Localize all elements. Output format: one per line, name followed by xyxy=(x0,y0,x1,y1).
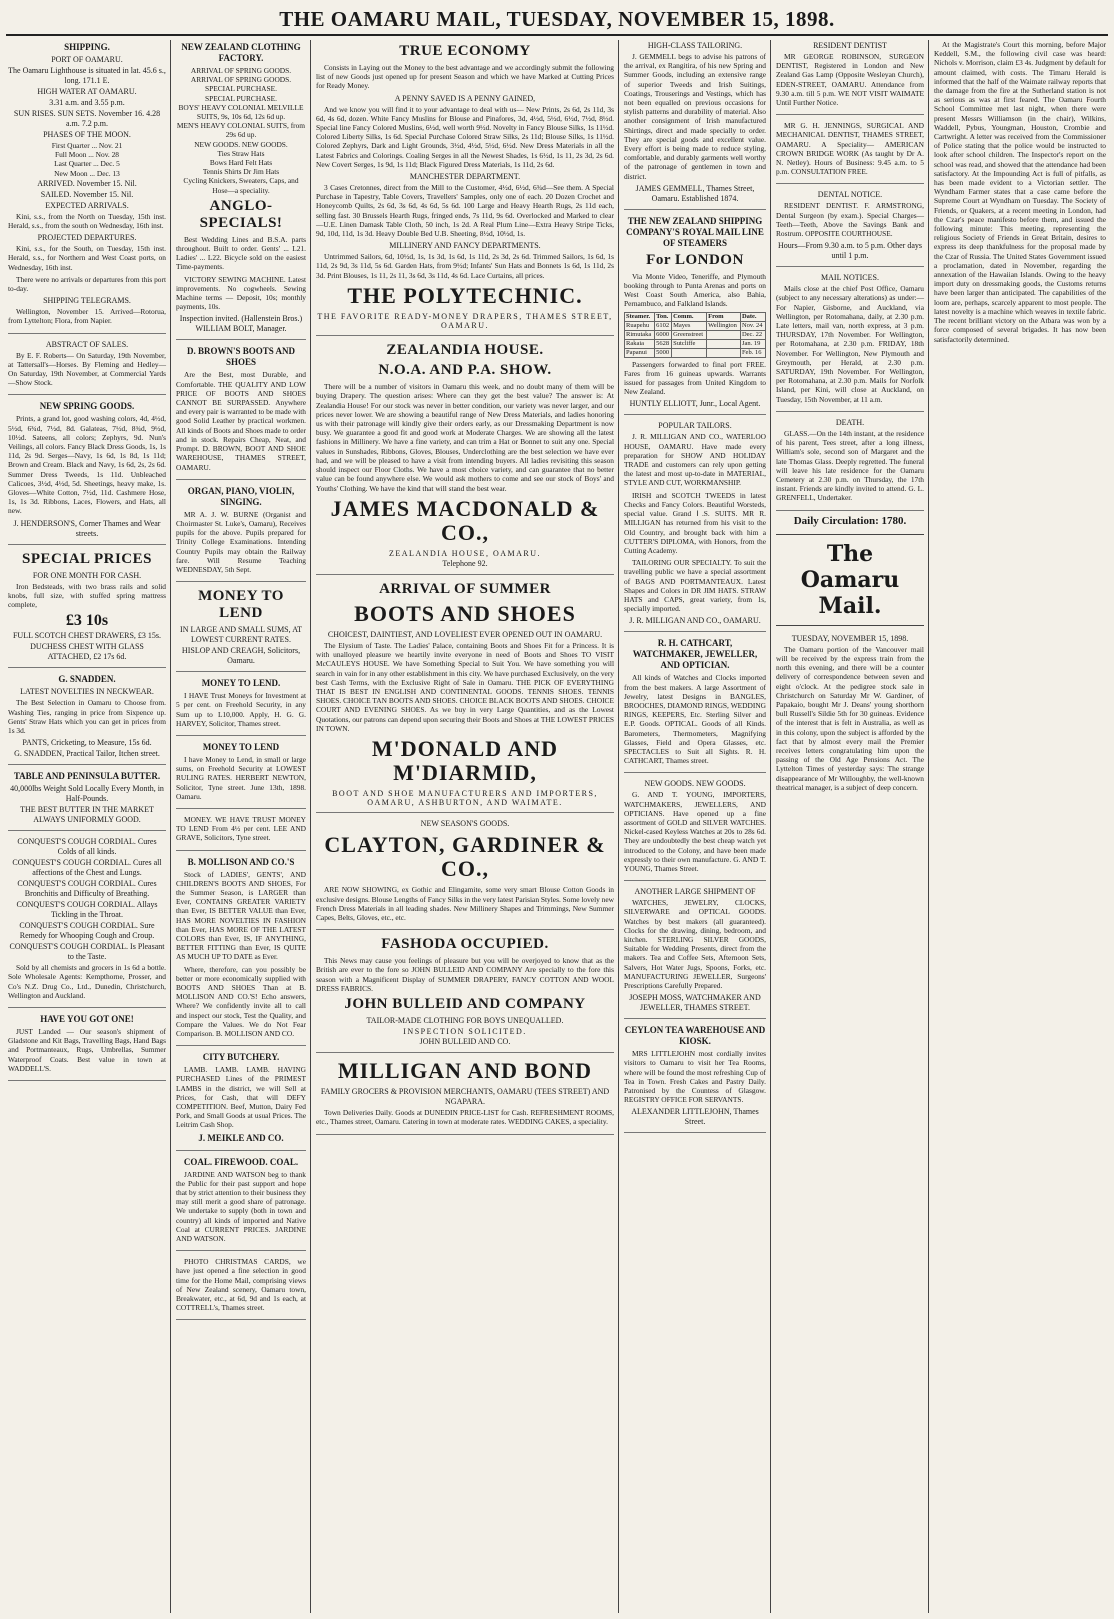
true-economy-text: Consists in Laying out the Money to the best advantage and we accordingly submit the following list of new Goods just opened up for present Season and which we have Marked at Cutting Prices for Ready Money. xyxy=(316,63,614,91)
column-header: Comm. xyxy=(672,312,707,321)
best-butter-text: THE BEST BUTTER IN THE MARKET ALWAYS UNIFORMLY GOOD. xyxy=(20,805,154,825)
show-text: There will be a number of visitors in Oamaru this week, and no doubt many of them will be buying Drapery. The question arises: Where can they get the best value? The answer is: At Zealandia House! For our stock was never in better condition, our variety was never larger, and our prices never lower. We are showing a beautiful range of New Dress Materials, and ladies honoring us with their patronage will kindly give their orders early, as our Dressmaking Department is now busy. We guarantee a good fit and good work at Moderate Charges. We are showing all the latest fashions in Millinery. We have a fine variety, and can trim a Hat or Bonnet to suit any one. Special values in Sunshades, Ribbons, Gloves, Blouses, Underclothing are the best selection we have ever had, and we will be pleased to have a visit from intending buyers. All ladies revisiting this season should inspect our Floor Cloths. We have a most choice variety, and can guarantee that no better value can be found anywhere else. We would ask mothers to come and see our stock of Boys' and Youths' Clothing. We have the kind that will stand the best wear. xyxy=(316,382,614,493)
telephone-text: Telephone 92. xyxy=(442,558,488,568)
dentist-text: MR GEORGE ROBINSON, SURGEON DENTIST, Registered in London and New Zealand Gas Lamp (Opposite Wesleyan Church), EDEN-STREET, OAMARU. Attendance from 9.30 a.m. till 5 p.m. WE NOT VISIT WAIMATE Until Further Notice. xyxy=(776,52,924,108)
column-2 xyxy=(172,40,310,1613)
money2-text: I HAVE Trust Moneys for Investment at 5 per cent. on Freehold Security, in any Sum up to L10,000. Apply, H. G. G. HARVEY, Solicitor, Thames street. xyxy=(176,691,306,728)
table-cell: Rakaia xyxy=(625,339,655,348)
column-rule xyxy=(618,40,619,1613)
clayton-ad xyxy=(316,819,614,930)
table-cell: 5628 xyxy=(655,339,672,348)
table-cell xyxy=(707,330,741,339)
sun-times: SUN RISES. SUN SETS. November 16. 4.28 a.m. 7.2 p.m. xyxy=(13,109,161,128)
cordial-line: CONQUEST'S COUGH CORDIAL. Cures Bronchitis and Difficulty of Breathing. xyxy=(17,879,157,899)
just-landed-text: JUST Landed — Our season's shipment of Gladstone and Kit Bags, Travelling Bags, Hand Bags and Portmanteaux, Rugs, Umbrellas, Summer Waterproof Coats. Best value in town at WADDELL'S. xyxy=(8,1026,166,1073)
ad-line: ARRIVAL OF SPRING GOODS. xyxy=(190,66,292,75)
gemmell-ad xyxy=(624,41,766,210)
ad-line: Tennis Shirts Dr Jim Hats xyxy=(202,167,280,177)
butter-ad xyxy=(8,771,166,831)
column-rule xyxy=(310,40,311,1613)
true-economy-heading: TRUE ECONOMY xyxy=(399,43,531,59)
ad-line: Cycling Knickers, Sweaters, Caps, and Hose—a speciality. xyxy=(183,176,299,195)
table-cell: Greenstreet xyxy=(672,330,707,339)
manchester-heading: MANCHESTER DEPARTMENT. xyxy=(409,172,521,182)
table-cell xyxy=(707,339,741,348)
column-rule xyxy=(770,40,771,1613)
shipping-heading: SHIPPING. xyxy=(64,42,110,52)
photo-cards-ad xyxy=(176,1257,306,1320)
true-economy-ad xyxy=(316,43,614,336)
nz-shipping-sub: For LONDON xyxy=(646,251,744,268)
clayton-heading: CLAYTON, GARDINER & CO., xyxy=(324,832,606,882)
anglo-specials-heading: ANGLO-SPECIALS! xyxy=(199,197,283,231)
ad-line: Bows Hard Felt Hats xyxy=(209,158,273,168)
anglo-specials-text: Best Wedding Lines and B.S.A. parts throughout. Built to order. Gents' ... L21. Ladies' ... L22. Bicycle sold on the easiest Time-payments. xyxy=(176,234,306,272)
polytechnic-sub: THE FAVORITE READY-MONEY DRAPERS, THAMES STREET, OAMARU. xyxy=(317,311,613,331)
expected-arrivals-heading: EXPECTED ARRIVALS. xyxy=(45,200,129,210)
news-text: At the Magistrate's Court this morning, before Major Keddell, S.M., the following civil case was heard: Nichols v. Morrison, claim £3 4s. Judgment by default for amount claimed, with costs. The Timaru Herald is informed that the half of the Waimate railway reports that the damage from the fire at the Sutherland station is not as serious as was at first feared. The Oamaru Fourth School Committee met last night, when there were present Messrs Williamson (in the chair), Wilkins, Waddell, Pybus, Youngman, Houston, Crombie and Cartwright. A letter was received from the Commissioner of Police stating that the police would be instructed to look after school children. The Inspector's report on the school was read, and showed that the attendance had been satisfactory. At the Impounding Act is full of pitfalls, as has been made evident to a Victorian settler. The Wyndham Farmer states that a case came before the Supreme Court at Wyndham on Tuesday. The Society of Friends, or Quakers, at a recent meeting in London, had the Czar's peace manifesto before them, and issued the following minute: This meeting, representing the religious Society of Friends in Great Britain, desires to express its deep thankfulness for the proposal made by the Czar of Russia. The United States Government issued a proclamation, dated in November, regarding the annexation of the Hawaiian Islands. Owing to the heavy import duty on dressmaking goods, the Customs returns have been larger than anticipated. The capabilities of the loom are, perhaps, scarcely apparent to most people. The latest novelty is a machine which weaves in textile fabric. The recent brilliant victory on the Atbara was won by a force composed of several brigades. It has now been satisfactorily determined. xyxy=(934,40,1106,344)
lighthouse-text: The Oamaru Lighthouse is situated in lat. 45.6 s., long. 171.1 E. xyxy=(8,66,166,85)
money-ad-4 xyxy=(176,815,306,851)
another-text: WATCHES, JEWELRY, CLOCKS, SILVERWARE and OPTICAL GOODS. Watches by best makers (all guaranteed). Clocks for the drawing, dining, bedroom, and kitchen. STERLING SILVER GOODS, Suitable for Wedding Presents, direct from the makers. Tea and Coffee Sets, Afternoon Sets, Salvers, Hot Water Jugs, Spoons, Forks, etc. MANUFACTURING JEWELLER, Surgeons' Prescriptions Carefully Prepared. xyxy=(624,898,766,991)
ad-line: BOYS' HEAVY COLONIAL MELVILLE SUITS, 9s, 10s 6d, 12s 6d up. xyxy=(178,102,304,122)
column-3 xyxy=(312,40,618,1613)
dental-hours: Hours—From 9.30 a.m. to 5 p.m. Other days until 1 p.m. xyxy=(778,241,922,261)
young-ad xyxy=(624,779,766,881)
boots-text: The Elysium of Taste. The Ladies' Palace, containing Boots and Shoes Fit for a Princess. It is with unalloyed pleasure we heartily invite everyone in need of Boots and Shoes TO VISIT McCAULEYS HOUSE. We have Something Special to Suit You. We have something you will search in vain for in any other establishment in this city. We have purchased Exclusively, on the very best Cash Terms, with the Exclusive Right of Sale in Oamaru. THE PICK OF EVERYTHING THAT IS BEST IN ENGLISH AND CONTINENTAL GOODS. TENNIS SHOES. TENNIS SHOES. CHOICE TAN BOOTS AND SHOES. CHOICE BLACK BOOTS AND SHOES. CHOICE COURT AND EVENING SHOES. As we buy in very Large Quantities, and as the Lowest Quotations, our patrons can depend upon securing their Boots and Shoes at THE LOWEST PRICES IN TOWN. xyxy=(316,640,614,733)
ad-line: MEN'S HEAVY COLONIAL SUITS, from 29s 6d up. xyxy=(176,121,306,140)
fashoda-heading: FASHODA OCCUPIED. xyxy=(381,936,549,953)
cordial-agents: Sold by all chemists and grocers in 1s 6d a bottle. Sole Wholesale Agents: Kempthorne, Prosser, and Co's N.Z. Drug Co., Ltd., Dunedin, Christchurch, Wellington and Auckland. xyxy=(8,963,166,1000)
moon-phase: Full Moon ... Nov. 28 xyxy=(55,150,119,160)
cordial-line: CONQUEST'S COUGH CORDIAL. Cures Colds of all kinds. xyxy=(17,837,157,857)
brown-heading: D. BROWN'S BOOTS AND SHOES xyxy=(186,346,296,368)
cordial-line: CONQUEST'S COUGH CORDIAL. Cures all affections of the Chest and Lungs. xyxy=(12,858,162,878)
column-1 xyxy=(4,40,170,1613)
cathcart-text: All kinds of Watches and Clocks imported from the best makers. A large Assortment of Jewelry, latest Designs in BANGLES, BROOCHES, DIAMOND RINGS, WEDDING RINGS, KEEPERS, Etc. Sterling Silver and E.P. Goods. OPTICAL. Goods of all Kinds. Barometers, Thermometers, Magnifying Glasses, Field and Opera Glasses, etc. SPECTACLES to Suit all Sights. R. H. CATHCART, Thames street. xyxy=(624,673,766,766)
macdonald-heading: JAMES MACDONALD & CO., xyxy=(330,495,600,545)
millinery-text: Untrimmed Sailors, 6d, 10½d, 1s, 1s 3d, 1s 6d, 1s 11d, 2s 3d, 2s 6d. Trimmed Sailors, 1s 6d, 1s 11d, 2s 9d, 3s 11d, 5s 6d. Garden Hats, from 9½d; Infants' Sun Hats and Bonnets 1s 6d, 1s 11d, 2s 3d. Print Blouses, 1s 11, 2s 11, 3s 6d, 3s 11d, 4s 6d. Lace Curtains, all prices. xyxy=(316,252,614,280)
ad-line: SPECIAL PURCHASE. xyxy=(204,93,277,103)
brown-text: Are the Best, most Durable, and Comfortable. THE QUALITY AND LOW PRICE OF BOOTS AND SHOES CANNOT BE SURPASSED. Anywhere and every pair is warranted to be made with good Solid Leather by practical workmen. All kinds of Boots and Shoes made to order and in stock. Repairs Cheap, Neat, and Prompt. D. BROWN, BOOT AND SHOE WAREHOUSE, THAMES STREET, OAMARU. xyxy=(176,370,306,472)
telegrams-text: Wellington, November 15. Arrived—Rotorua, from Lyttelton; Flora, from Napier. xyxy=(8,307,166,326)
snadden-signature: G. SNADDEN, Practical Tailor, Itchen street. xyxy=(14,749,160,759)
special-prices-ad xyxy=(8,551,166,669)
column-header: Steamer. xyxy=(625,312,655,321)
fashoda-text: This News may cause you feelings of pleasure but you will be overjoyed to know that as the British are ever to the fore so JOHN BULLEID AND COMPANY Are specially to the fore this season with a Magnificent Display of SUMMER DRAPERY, FANCY COTTON AND WOOL DRESS FABRICS. xyxy=(316,956,614,993)
meikle-signature: J. MEIKLE AND CO. xyxy=(198,1132,284,1143)
show-heading: N.O.A. AND P.A. SHOW. xyxy=(378,362,552,379)
special-prices-sub: FOR ONE MONTH FOR CASH. xyxy=(32,570,142,580)
coal-ad xyxy=(176,1157,306,1252)
spring-goods-text: Prints, a grand lot, good washing colors, 4d, 4½d, 5½d, 6¾d, 7½d, 8d. Galateas, 7½d, 8¾d, 9½d, 10½d. Sateens, all colors; Zephyrs, 9d. Nun's Veilings, all colors. Fancy Black Dress Goods, 1s, 1s 11d, 2s 9d. Serges—Navy, 1s 6d, 1s 8d, 1s 11d; Brown and Cream. Black and Navy, 1s 6d, 2s, 2s 6d. Summer Dress Tweeds, 1s 11d. Unbleached Calicoes, 3½d, 4½d, 5d. Sheetings, heavy make, 1s. Gloves—White Cotton, 7½d, 11d. Cashmere Hose, 1s, 1s 3d. Ribbons, Laces, Flowers, and Hats, all new. xyxy=(8,414,166,516)
no-arrivals-text: There were no arrivals or departures from this port to-day. xyxy=(8,274,166,294)
milligan-bond-ad xyxy=(316,1059,614,1134)
ad-line: Ties Straw Hats xyxy=(217,148,265,158)
circulation-text: Daily Circulation: 1780. xyxy=(793,514,907,527)
have-you-heading: HAVE YOU GOT ONE! xyxy=(40,1013,134,1024)
bulleid-heading: JOHN BULLEID AND COMPANY xyxy=(344,995,586,1012)
table-cell: Feb. 16 xyxy=(740,348,765,357)
duchess-price: DUCHESS CHEST WITH GLASS ATTACHED, £2 17s 6d. xyxy=(30,642,144,662)
ceylon-heading: CEYLON TEA WAREHOUSE AND KIOSK. xyxy=(624,1025,766,1047)
nz-shipping-ad xyxy=(624,216,766,416)
table-row xyxy=(625,321,766,330)
robinson-ad xyxy=(776,41,924,115)
boots-heading: BOOTS AND SHOES xyxy=(354,600,576,626)
table-cell: Nov. 24 xyxy=(740,321,765,330)
young-text: G. AND T. YOUNG, IMPORTERS, WATCHMAKERS, JEWELLERS, AND OPTICIANS. Have opened up a fine assortment of GOLD and SILVER WATCHES. Nickel-cased Keyless Watches at 20s to 28s 6d. They are undoubtedly the best cheap watch yet introduced to the Colony, and have been made expressly to their own manufacture. G. AND T. YOUNG, Thames Street. xyxy=(624,790,766,873)
table-cell: Mayes xyxy=(672,321,707,330)
inspection-invited: Inspection invited. (Hallenstein Bros.) WILLIAM BOLT, Manager. xyxy=(179,314,303,334)
mail-text: Mails close at the chief Post Office, Oamaru (subject to any necessary alterations) as under:— For Napier, Gisborne, and Auckland, via Wellington, per Rotomahana, daily, at 2.30 p.m. Late letters, mail van, north express, at 3 p.m. THURSDAY, 17th November. For Wellington, per Rotomahana, at 2.30 p.m. FRIDAY, 18th November. For Wellington, New Plymouth and Greymouth, per Herald, at 2.30 p.m. SATURDAY, 19th November. For Wellington, per Rotomahana, at 2.30 p.m. Mails for Norfolk Island, per Kini, will close at Auckland, on Tuesday, 15th November, at 11 a.m. xyxy=(776,284,924,404)
cordial-line: CONQUEST'S COUGH CORDIAL. Allays Tickling in the Throat. xyxy=(16,900,158,920)
table-cell xyxy=(672,348,707,357)
organ-heading: ORGAN, PIANO, VIOLIN, SINGING. xyxy=(187,485,295,507)
cordial-ad xyxy=(8,837,166,1008)
mail-heading: MAIL NOTICES. xyxy=(821,273,879,283)
popular-text: J. R. MILLIGAN AND CO., WATERLOO HOUSE, OAMARU. Have made every preparation for SHOW AND HOLIDAY TRADE and customers can rely upon getting the latest and most up-to-date in MATERIAL, STYLE AND CUT, WORKMANSHIP. xyxy=(624,432,766,488)
table-row xyxy=(625,330,766,339)
death-text: GLASS.—On the 14th instant, at the residence of his parent, Tees street, after a long illness, William's sole, second son of Margaret and the late Thomas Glass. Deeply regretted. The funeral will leave his late residence for the Oamaru Cemetery at 2.30 p.m. on Thursday, the 17th instant. Friends are kindly invited to attend. G. L. GRENFELL, Undertaker. xyxy=(776,428,924,503)
gemmell-signature: JAMES GEMMELL, Thames Street, Oamaru. Established 1874. xyxy=(635,183,755,203)
port-heading: PORT OF OAMARU. xyxy=(51,55,123,64)
zealandia-heading: ZEALANDIA HOUSE. xyxy=(386,342,544,359)
sales-heading: ABSTRACT OF SALES. xyxy=(45,339,129,349)
popular-tailors-ad xyxy=(624,421,766,632)
coal-heading: COAL. FIREWOOD. COAL. xyxy=(183,1156,299,1167)
editorial-title: The Oamaru Mail. xyxy=(800,540,900,619)
money3-heading: MONEY TO LEND xyxy=(202,741,280,752)
moon-phase: New Moon ... Dec. 13 xyxy=(54,168,120,178)
inspection-text: INSPECTION SOLICITED. xyxy=(403,1026,527,1036)
table-cell: Dec. 22 xyxy=(740,330,765,339)
bedstead-price: £3 10s xyxy=(65,612,109,630)
spring-goods-ad xyxy=(8,401,166,544)
clothing-factory-heading: NEW ZEALAND CLOTHING FACTORY. xyxy=(181,42,301,63)
editorial-text: The Oamaru portion of the Vancouver mail will be received by the express train from the north this evening, and there will be a counter delivery of correspondence between seven and eight o'clock. At the pedigree stock sale in Christchurch on Saturday Mr W. Gardiner, of Papakaio, bought Mr J. Deans' young shorthorn bull Russell's Sildie 5th for 30 guineas. Evidence of the interest that is felt in Australia, as well as in this colony, upon the subject is afforded by the fact that by almost every mail the Premier receives letters congratulating him upon the passing of the Old Age Pensions Act. The Lyttelton Times of yesterday says: The strange disappearance of Mr Willoughby, the well-known theatrical manager, is a subject of deep concern. xyxy=(776,644,924,792)
jennings-text: MR G. H. JENNINGS, SURGICAL AND MECHANICAL DENTIST, THAMES STREET, OAMARU. A Speciality— AMERICAN CROWN BRIDGE WORK (As taught by Dr A. N. Netley). Hours of Business: 9.45 a.m. to 5 p.m. CONSULTATION FREE. xyxy=(776,121,924,177)
bulleid-ad xyxy=(316,936,614,1053)
coal-text: JARDINE AND WATSON beg to thank the Public for their past support and hope that by strict attention to their business they may still merit a good share of patronage. We undertake to supply (both in town and country) all kinds of imported and Native Coal at CURRENT PRICES. JARDINE AND WATSON. xyxy=(176,1169,306,1244)
expected-arrivals-text: Kini, s.s., from the North on Tuesday, 15th inst. Herald, s.s., from the south on Wednesday, 16th inst. xyxy=(8,211,166,231)
butchery-ad xyxy=(176,1052,306,1150)
victory-text: VICTORY SEWING MACHINE. Latest improvements. No cogwheels. Sewing Machine terms — Deposit, 10s; monthly payments, 10s. xyxy=(176,274,306,312)
column-rule xyxy=(928,40,929,1613)
table-cell xyxy=(707,348,741,357)
snadden-ad xyxy=(8,674,166,765)
penny-text: And we know you will find it to your advantage to deal with us— New Prints, 2s 6d, 2s 11d, 3s 6d, 4s 6d, dozen. White Fancy Muslins for Blouse and Pinafores, 3d, 4½d, 5½d, 6½d, 7½d, 8½d. Special line Fancy Colored Muslins, 6½d, well worth 9½d. Novelty in Fancy Blouse Silks, 1s 11½d. Colored Liberty Silks, 1s 6d. Special Purchase Colored Straw Silks, 2s 11d; Blouse Silks, 1s 11½d. Colored Zephyrs, Dark and Light Grounds, 3½d, 4½d, 5½d, 6½d. New Dress Materials in all the Latest Fabrics and Colorings. Coaling Serges in all the Newest Shades, 1s 6½d, 1s 11, 2s 3d, 2s 6d. New Covert Serges, 1s 9d, 1s 11d; Black Figured Dress Materials, 1s 11d, 2s 6d. xyxy=(316,104,614,169)
new-season-heading: NEW SEASON'S GOODS. xyxy=(420,819,510,829)
popular-heading: POPULAR TAILORS. xyxy=(658,421,732,431)
table-cell: Rimutaka xyxy=(625,330,655,339)
masthead: THE OAMARU MAIL, TUESDAY, NOVEMBER 15, 1898. xyxy=(6,4,1108,36)
telegrams-heading: SHIPPING TELEGRAMS. xyxy=(43,296,131,306)
projected-departures-text: Kini, s.s., for the South, on Tuesday, 15th inst. Herald, s.s., for Northern and West Coast ports, on Wednesday, 16th inst. xyxy=(8,244,166,272)
mollison-ad xyxy=(176,857,306,1047)
shipping-block xyxy=(8,42,166,334)
bags-text: TAILORING OUR SPECIALTY. To suit the travelling public we have a special assortment of BAGS AND PORTMANTEAUX. Latest Shapes and Colors in DR JIM HATS. STRAW HATS and CAPS, great variety, from 1s, specially imported. xyxy=(624,558,766,614)
table-row xyxy=(625,339,766,348)
clayton-text: ARE NOW SHOWING, ex Gothic and Elingamite, some very smart Blouse Cotton Goods in exclusive designs. Blouse Lengths of Fancy Silks in the very latest Parisian Styles. Some lovely new French Dress Materials in all leading shades. New Millinery Shapes and Trimmings, New Summer Capes, Belts, Gloves, etc., etc. xyxy=(316,885,614,922)
high-water-heading: HIGH WATER AT OAMARU. xyxy=(37,87,137,96)
moss-ad xyxy=(624,887,766,1019)
macdonald-sub: ZEALANDIA HOUSE, OAMARU. xyxy=(389,548,541,558)
table-cell: Jan. 19 xyxy=(740,339,765,348)
special-prices-heading: SPECIAL PRICES xyxy=(22,550,152,567)
cathcart-heading: R. H. CATHCART, WATCHMAKER, JEWELLER, AND OPTICIAN. xyxy=(632,638,758,671)
sailed-text: SAILED. November 15. Nil. xyxy=(40,189,134,199)
young-heading: NEW GOODS. NEW GOODS. xyxy=(644,779,746,789)
boots-ad xyxy=(316,581,614,813)
milligan-bond-text: Town Deliveries Daily. Goods at DUNEDIN PRICE-LIST for Cash. REFRESHMENT ROOMS, etc., Thames street, Oamaru. Catering in town at moderate rates. WEDDING CAKES, a speciality. xyxy=(316,1108,614,1127)
tailor-text: TAILOR-MADE CLOTHING FOR BOYS UNEQUALLED. xyxy=(366,1015,564,1025)
column-5 xyxy=(772,40,928,1613)
moon-heading: PHASES OF THE MOON. xyxy=(43,130,131,139)
table-header-row xyxy=(625,312,766,321)
money-ad-1 xyxy=(176,588,306,672)
manchester-text: 3 Cases Cretonnes, direct from the Mill to the Customer, 4½d, 6½d, 6¾d—See them. A Special Purchase in Tapestry, Table Covers, Travellers' Samples, only one of each. 20 Dozen Crochet and Honeycomb Quilts, 2s 6d, 3s 6d, 4s 6d, 5s 6d. 100 Large and Heavy Hearth Rugs, 2s 11d each, selling fast. 30 Brussels Hearth Rugs, fringed ends, 7s 11d, 9s 6d. Overlocked and Marked to clear—U.E. Linen Damask Table Cloth, 50 inch, 1s 2d. A Real Plum Line—Extra Heavy Stripe Ticks, 9d, 10d, 11d, 1s 3d. Heavy Double Bed U.B. Sheeting, 8½d, 10½d, 1s. xyxy=(316,183,614,239)
table-cell: Ruapehu xyxy=(625,321,655,330)
moon-phase: Last Quarter ... Dec. 5 xyxy=(54,159,120,169)
arrival-heading: ARRIVAL OF SUMMER xyxy=(379,580,551,597)
ceylon-text: MRS LITTLEJOHN most cordially invites visitors to Oamaru to visit her Tea Rooms, where will be found the most refreshing Cup of Tea in Town. Fresh Cakes and Pastry Daily. Patronised by the Countess of Glasgow. REGISTRY OFFICE FOR SERVANTS. xyxy=(624,1049,766,1105)
money-heading: MONEY TO LEND xyxy=(198,588,284,622)
dental-text: RESIDENT DENTIST. F. ARMSTRONG, Dental Surgeon (by exam.). Special Charges—Teeth—Teeth, Above the Savings Bank and Rostrum. OPPOSITE COURTHOUSE. xyxy=(776,201,924,239)
passengers-text: Passengers forwarded to final port FREE. Fares from 16 guineas upwards. Warrants issued for passages from United Kingdom to New Zealand. xyxy=(624,359,766,397)
polytechnic-heading: THE POLYTECHNIC. xyxy=(347,282,583,308)
steamer-table xyxy=(624,312,766,358)
snadden-sub: LATEST NOVELTIES IN NECKWEAR. xyxy=(20,687,154,697)
butter-text: 40,000lbs Weight Sold Locally Every Month, in Half-Pounds. xyxy=(10,784,164,804)
mail-notices xyxy=(776,273,924,412)
milligan-signature: J. R. MILLIGAN AND CO., OAMARU. xyxy=(629,616,761,626)
table-cell: 6000 xyxy=(655,330,672,339)
another-heading: ANOTHER LARGE SHIPMENT OF xyxy=(634,887,756,897)
brown-boots-ad xyxy=(176,346,306,479)
arrived-text: ARRIVED. November 15. Nil. xyxy=(37,178,137,188)
projected-departures-heading: PROJECTED DEPARTURES. xyxy=(37,233,137,243)
special-prices-text: Iron Bedsteads, with two brass rails and solid knobs, full size, with stuffed spring mattress complete, xyxy=(8,581,166,610)
butter-heading: TABLE AND PENINSULA BUTTER. xyxy=(13,771,161,782)
cordial-line: CONQUEST'S COUGH CORDIAL. Sure Remedy for Whooping Cough and Croup. xyxy=(19,921,155,941)
clothing-factory-lines xyxy=(176,66,306,195)
hendersons-signature: J. HENDERSON'S, Corner Thames and Wear streets. xyxy=(13,518,161,538)
editorial-date: TUESDAY, NOVEMBER 15, 1898. xyxy=(791,633,909,643)
sales-text: By E. F. Roberts— On Saturday, 19th November, at Tattersall's—Horses. By Fleming and Hedley— On Saturday, 19th November, at Commercial Yards—Show Stock. xyxy=(8,350,166,388)
column-rule xyxy=(170,40,171,1613)
butchery-text: LAMB. LAMB. LAMB. HAVING PURCHASED Lines of the PRIMEST LAMBS in the district, we will Sell at Prices, for Cash, that will DEFY COMPETITION. Beef, Mutton, Dairy Fed Pork, and Small Goods at usual Prices. The Leitrim Cash Shop. xyxy=(176,1065,306,1130)
table-cell: 6102 xyxy=(655,321,672,330)
moon-phases xyxy=(8,141,166,178)
armstrong-ad xyxy=(776,190,924,267)
column-6 xyxy=(930,40,1110,1613)
milligan-bond-heading: MILLIGAN AND BOND xyxy=(337,1058,593,1084)
editorial-masthead xyxy=(776,534,924,626)
dental-notice-heading: DENTAL NOTICE. xyxy=(817,190,883,200)
milligan-tweeds-text: IRISH and SCOTCH TWEEDS in latest Checks and Fancy Colors. Beautiful Worsteds, special value. Grand Ⅰ.S. SUITS. MR R. MILLIGAN has returned from his visit to the Old Country, and brought back with him a CUTTER'S DIPLOMA, with Honors, from the Cutting Academy. xyxy=(624,490,766,555)
mollison-heading: B. MOLLISON AND CO.'S xyxy=(187,856,295,867)
high-water-times: 3.31 a.m. and 3.55 p.m. xyxy=(49,98,125,107)
money2-heading: MONEY TO LEND. xyxy=(201,678,281,689)
boots-sub: CHOICEST, DAINTIEST, AND LOVELIEST EVER OPENED OUT IN OAMARU. xyxy=(327,629,603,639)
death-heading: DEATH. xyxy=(835,417,865,427)
table-cell: Sutcliffe xyxy=(672,339,707,348)
spring-goods-heading: NEW SPRING GOODS. xyxy=(39,401,135,412)
jennings-ad xyxy=(776,121,924,184)
nz-shipping-heading: THE NEW ZEALAND SHIPPING COMPANY'S ROYAL MAIL LINE OF STEAMERS xyxy=(626,215,764,248)
money-ad-3 xyxy=(176,742,306,809)
littlejohn-signature: ALEXANDER LITTLEJOHN, Thames Street. xyxy=(631,1107,759,1127)
death-notice xyxy=(776,418,924,511)
table-row xyxy=(625,348,766,357)
money-ad-2 xyxy=(176,678,306,736)
column-4 xyxy=(620,40,770,1613)
milligan-bond-sub: FAMILY GROCERS & PROVISION MERCHANTS, OAMARU (TEES STREET) AND NGAPARA. xyxy=(320,1087,610,1107)
sales-block xyxy=(8,340,166,396)
organ-ad xyxy=(176,486,306,582)
ceylon-ad xyxy=(624,1025,766,1133)
column-header: Date. xyxy=(740,312,765,321)
column-header: Ton. xyxy=(655,312,672,321)
tailoring-text: J. GEMMELL begs to advise his patrons of the arrival, ex Rangitira, of his new Spring and Summer Goods, including an extensive range of superior Tweeds and Irish Suitings, Coatings, Trouserings and Vestings, which has not been equalled on previous occasions for stylish patterns and durability of material. Also another consignment of Irish manufactured Shirtings, direct and made specially to order. They are special goods and excellent value. Every effort is being made to reduce styling, comfortable, and durably garments well worthy of the patronage of gentlemen in town and district. xyxy=(624,52,766,181)
table-cell: Wellington xyxy=(707,321,741,330)
bulleid-signature: JOHN BULLEID AND CO. xyxy=(419,1037,511,1047)
cathcart-ad xyxy=(624,638,766,773)
table-cell: Papanui xyxy=(625,348,655,357)
dentist-heading: RESIDENT DENTIST xyxy=(813,41,887,50)
clothing-factory-ad xyxy=(176,42,306,340)
pants-text: PANTS, Cricketing, to Measure, 15s 6d. xyxy=(22,738,152,748)
mcdonald-mcdiarmid-heading: M'DONALD AND M'DIARMID, xyxy=(371,735,559,785)
cordial-line: CONQUEST'S COUGH CORDIAL. Is Pleasant to the Taste. xyxy=(9,942,165,962)
money-sub: IN LARGE AND SMALL SUMS, AT LOWEST CURRENT RATES. xyxy=(180,625,302,645)
money3-text: I have Money to Lend, in small or large sums, on Freehold Security at LOWEST RULING RATES. HERBERT NEWTON, Solicitor, Tyne street. June 13th, 1898. Oamaru. xyxy=(176,754,306,801)
moss-signature: JOSEPH MOSS, WATCHMAKER AND JEWELLER, THAMES STREET. xyxy=(629,993,761,1013)
organ-text: MR A. J. W. BURNE (Organist and Choirmaster St. Luke's, Oamaru), Receives pupils for the above. Pupils prepared for Trinity College Examinations. Intending Country Pupils may obtain the Railway fare. Will Resume Teaching WEDNESDAY, 5th Sept. xyxy=(176,509,306,574)
mollison-text: Stock of LADIES', GENTS', AND CHILDREN'S BOOTS AND SHOES, For the Summer Season, is LARGER than Ever, CONTAINS GREATER VARIETY than Ever, IS BETTER VALUE than Ever, HAS MORE NOVELTIES IN FASHION than Ever, HAS MORE OF THE LATEST COLORS than Ever, IS, IF ANYTHING, BETTER FITTING than Ever, IS QUITE AS MUCH UP TO DATE as Ever. xyxy=(176,869,306,962)
penny-heading: A PENNY SAVED IS A PENNY GAINED, xyxy=(394,93,536,103)
mcdonald-mcdiarmid-sub: BOOT AND SHOE MANUFACTURERS AND IMPORTERS, OAMARU, ASHBURTON, AND WAIMATE. xyxy=(332,788,598,808)
millinery-heading: MILLINERY AND FANCY DEPARTMENTS. xyxy=(389,241,541,251)
ad-line: NEW GOODS. NEW GOODS. xyxy=(194,139,288,149)
drawers-price: FULL SCOTCH CHEST DRAWERS, £3 15s. xyxy=(12,631,162,641)
tailoring-heading: HIGH-CLASS TAILORING. xyxy=(647,41,743,50)
moon-phase: First Quarter ... Nov. 21 xyxy=(51,141,123,150)
zealandia-ad xyxy=(316,342,614,575)
money4-text: MONEY. WE HAVE TRUST MONEY TO LEND From 4½ per cent. LEE AND GRAVE, Solicitors, Tyne street. xyxy=(176,814,306,843)
ad-line: SPECIAL PURCHASE. xyxy=(204,84,277,94)
snadden-heading: G. SNADDEN. xyxy=(58,674,116,685)
photo-cards-text: PHOTO CHRISTMAS CARDS, we have just opened a fine selection in good time for the Home Mail, comprising views of New Zealand scenery, Oamaru town, Breakwater, etc., at 6d, 9d and 1s each, at COTTRELL's, Thames street. xyxy=(176,1257,306,1313)
hislop-signature: HISLOP AND CREAGH, Solicitors, Oamaru. xyxy=(181,646,301,666)
column-header: From xyxy=(707,312,741,321)
elliott-signature: HUNTLY ELLIOTT, Junr., Local Agent. xyxy=(629,399,761,409)
mollison-text-2: Where, therefore, can you possibly be better or more economically supplied with BOOTS AND SHOES Than at B. MOLLISON AND CO.'S! Echo answers, Where? We confidently invite all to call and inspect our stock, Test the Quality, and Compare the Values. We do Not Fear Comparison. B. MOLLISON AND CO. xyxy=(176,964,306,1039)
butchery-heading: CITY BUTCHERY. xyxy=(202,1052,280,1063)
ad-line: ARRIVAL OF SPRING GOODS. xyxy=(190,75,292,85)
snadden-text: The Best Selection in Oamaru to Choose from. Washing Ties, ranging in price from Sixpence up. Gents' Straw Hats which you can get in prices from 1s 3d. xyxy=(8,698,166,735)
nz-shipping-text: Via Monte Video, Teneriffe, and Plymouth booking through to Punta Arenas and ports on West Coast South America, also Bahia, Pernambuco, and Falkland Islands. xyxy=(624,271,766,309)
table-cell: 5000 xyxy=(655,348,672,357)
waddell-ad xyxy=(8,1014,166,1081)
